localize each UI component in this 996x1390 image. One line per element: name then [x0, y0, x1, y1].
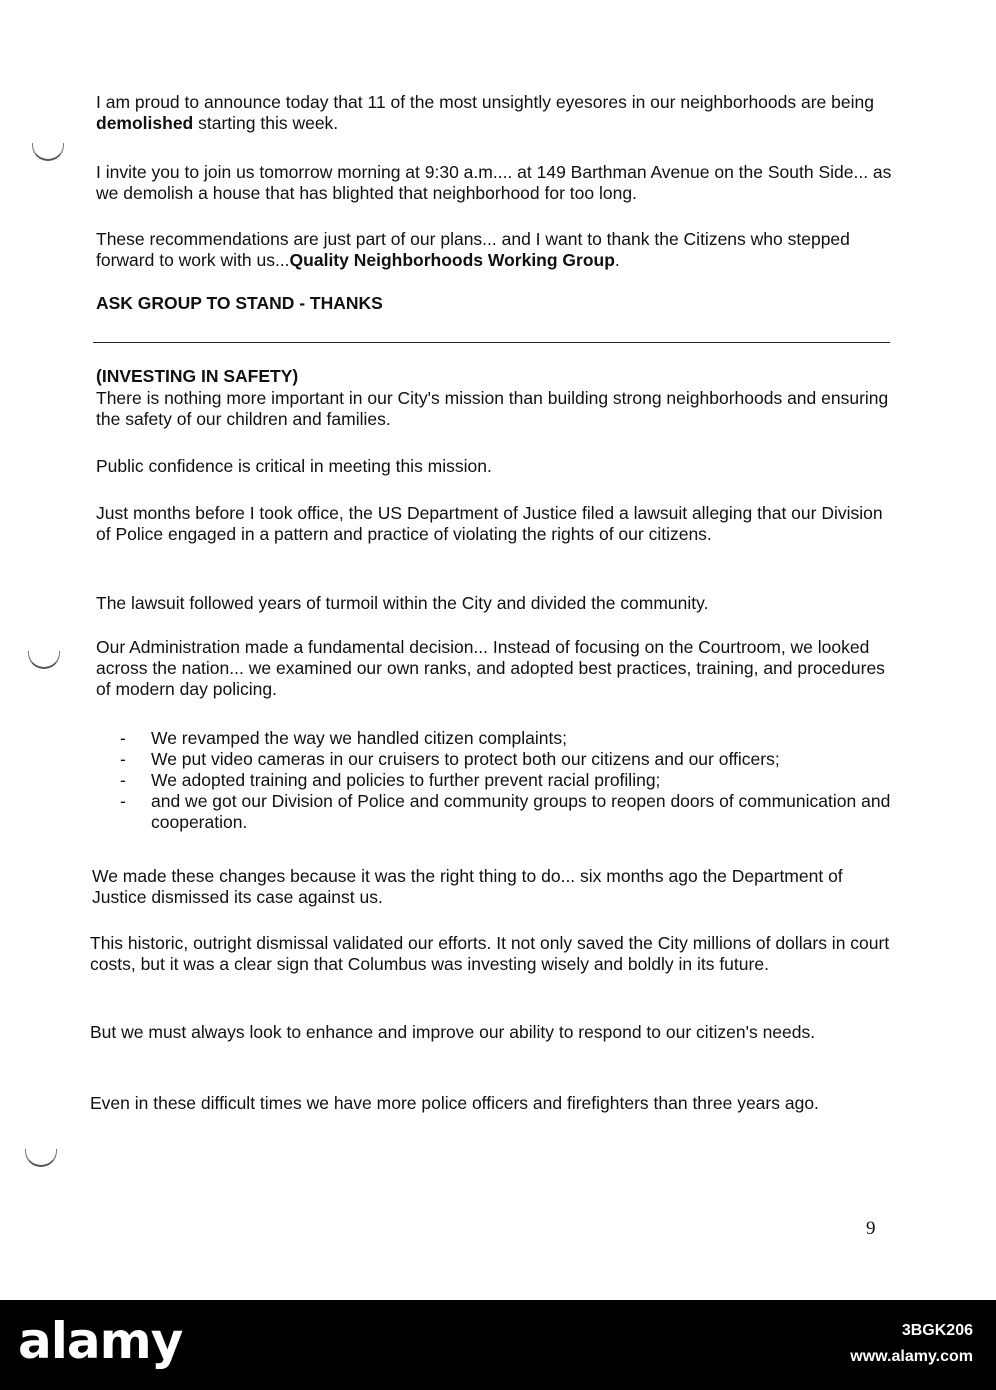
alamy-logo: alamy: [18, 1312, 183, 1370]
list-item: [120, 728, 900, 749]
paragraph-text: I am proud to announce today that 11 of the most unsightly eyesores in our neighborhoods are being: [96, 92, 874, 112]
bold-text: demolished: [96, 113, 194, 133]
binder-hole-mark: [28, 651, 60, 669]
paragraph-lawsuit: Just months before I took office, the US Department of Justice filed a lawsuit alleging that our Division of Police engaged in a pattern and practice of violating the rights of our citizens.: [96, 503, 883, 544]
paragraph-changes: We made these changes because it was the right thing to do... six months ago the Department of Justice dismissed its case against us.: [92, 866, 843, 907]
paragraph-importance: There is nothing more important in our City's mission than building strong neighborhoods and ensuring the safety of our children and families.: [96, 388, 889, 429]
binder-hole-mark: [25, 1149, 57, 1167]
paragraph-officers: Even in these difficult times we have more police officers and firefighters than three years ago.: [90, 1093, 819, 1113]
page-number: 9: [866, 1218, 876, 1239]
section-heading: (INVESTING IN SAFETY): [96, 366, 299, 386]
paragraph-invitation: I invite you to join us tomorrow morning at 9:30 a.m.... at 149 Barthman Avenue on the South Side... as we demolish a house that has blighted that neighborhood for too long.: [96, 162, 892, 203]
paragraph-administration: Our Administration made a fundamental decision... Instead of focusing on the Courtroom, we looked across the nation... we examined our own ranks, and adopted best practices, training, and procedures of modern day policing.: [96, 637, 885, 699]
list-item: [120, 770, 900, 791]
bullet-dash: -: [120, 728, 126, 748]
list-item-text: and we got our Division of Police and community groups to reopen doors of communication and cooperation.: [151, 791, 891, 832]
stage-direction: ASK GROUP TO STAND - THANKS: [96, 293, 383, 313]
paragraph-text: starting this week.: [193, 113, 339, 133]
bullet-dash: -: [120, 791, 126, 811]
list-item: [120, 791, 900, 833]
horizontal-rule: [93, 342, 890, 343]
paragraph-text: .: [614, 250, 620, 270]
paragraph-demolished: [96, 92, 896, 134]
paragraph-enhance: But we must always look to enhance and improve our ability to respond to our citizen's needs.: [90, 1022, 816, 1042]
paragraph-recommendations: [96, 229, 896, 271]
list-item-text: We put video cameras in our cruisers to protect both our citizens and our officers;: [151, 749, 780, 769]
bullet-dash: -: [120, 770, 126, 790]
paragraph-text: These recommendations are just part of our plans... and I want to thank the Citizens who stepped forward to work with us...: [96, 229, 850, 270]
watermark-footer: [0, 1300, 996, 1390]
paragraph-public-confidence: Public confidence is critical in meeting this mission.: [96, 456, 492, 476]
bullet-list: [120, 728, 900, 833]
paragraph-turmoil: The lawsuit followed years of turmoil within the City and divided the community.: [96, 593, 709, 613]
list-item-text: We adopted training and policies to further prevent racial profiling;: [151, 770, 661, 790]
list-item: [120, 749, 900, 770]
paragraph-dismissal: This historic, outright dismissal validated our efforts. It not only saved the City millions of dollars in court costs, but it was a clear sign that Columbus was investing wisely and boldly in its future.: [90, 933, 890, 974]
bullet-dash: -: [120, 749, 126, 769]
site-url: www.alamy.com: [850, 1348, 973, 1365]
bold-text: Quality Neighborhoods Working Group: [289, 250, 615, 270]
list-item-text: We revamped the way we handled citizen complaints;: [151, 728, 568, 748]
binder-hole-mark: [32, 143, 64, 161]
image-id: 3BGK206: [901, 1322, 973, 1339]
